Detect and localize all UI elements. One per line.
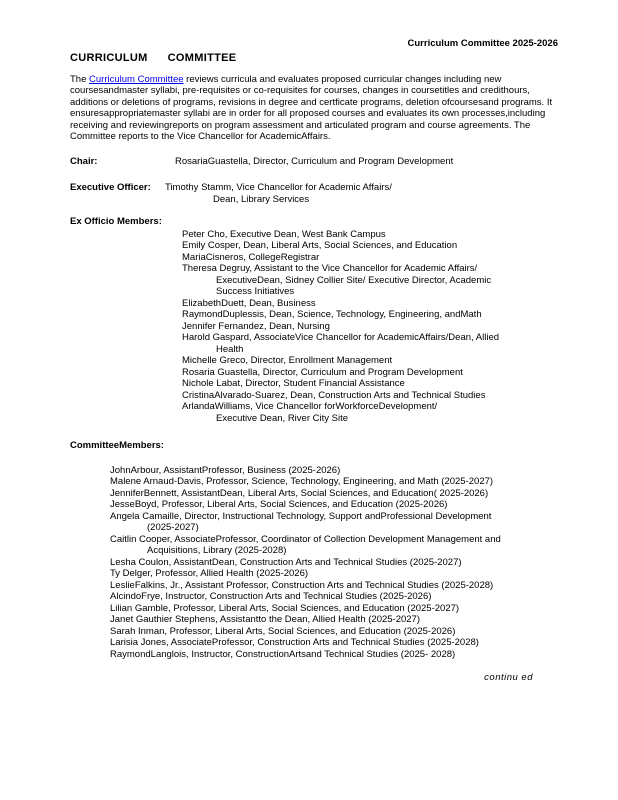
- list-item: [110, 465, 572, 477]
- member-line: JohnArbour, AssistantProfessor, Business (2025-2026): [110, 464, 341, 476]
- member-line: Caitlin Cooper, AssociateProfessor, Coordinator of Collection Development Management and: [110, 533, 501, 545]
- list-item: [110, 488, 572, 500]
- member-line-continued: (2025-2027): [147, 522, 199, 533]
- list-item: [182, 378, 562, 390]
- chair-row: [70, 156, 564, 168]
- member-line: ElizabethDuett, Dean, Business: [182, 297, 316, 309]
- list-item: [110, 511, 572, 534]
- member-line: RaymondDuplessis, Dean, Science, Technology, Engineering, andMath: [182, 309, 482, 320]
- list-item: [110, 637, 572, 649]
- list-item: [182, 309, 562, 321]
- executive-officer-line1: Timothy Stamm, Vice Chancellor for Academic Affairs/: [165, 182, 392, 193]
- intro-prefix: The: [70, 73, 90, 85]
- member-line: CristinaAlvarado-Suarez, Dean, Construction Arts and Technical Studies: [182, 389, 486, 401]
- list-item: [110, 476, 572, 488]
- member-line: Nichole Labat, Director, Student Financial Assistance: [182, 378, 405, 389]
- member-line: Rosaria Guastella, Director, Curriculum and Program Development: [182, 366, 463, 378]
- list-item: [182, 390, 562, 402]
- list-item: [110, 591, 572, 603]
- list-item: [110, 568, 572, 580]
- member-line: Malene Arnaud-Davis, Professor, Science, Technology, Engineering, and Math (2025-2027): [110, 476, 494, 487]
- list-item: [110, 557, 572, 569]
- list-item: [110, 580, 572, 592]
- list-item: [110, 603, 572, 615]
- member-line: MariaCisneros, CollegeRegistrar: [182, 251, 320, 263]
- member-line: Michelle Greco, Director, Enrollment Management: [182, 355, 393, 366]
- member-line: JesseBoyd, Professor, Liberal Arts, Social Sciences, and Education (2025-2026): [110, 499, 448, 510]
- member-line: Larisia Jones, AssociateProfessor, Construction Arts and Technical Studies (2025-2028): [110, 637, 479, 648]
- list-item: [182, 229, 562, 241]
- page-header-right: Curriculum Committee 2025-2026: [407, 38, 558, 49]
- intro-paragraph: [70, 74, 564, 143]
- executive-officer-line2: Dean, Library Services: [213, 193, 310, 205]
- committee-members-heading: CommitteeMembers:: [70, 440, 164, 451]
- list-item: [182, 367, 562, 379]
- member-line: ArlandaWilliams, Vice Chancellor forWorkforceDevelopment/: [182, 401, 438, 412]
- member-line: Sarah Inman, Professor, Liberal Arts, Social Sciences, and Education (2025-2026): [110, 625, 456, 637]
- member-line: Harold Gaspard, AssociateVice Chancellor for AcademicAffairs/Dean, Allied: [182, 332, 500, 343]
- list-item: [182, 321, 562, 333]
- list-item: [110, 626, 572, 638]
- list-item: [110, 534, 572, 557]
- member-line: Emily Cosper, Dean, Liberal Arts, Social Sciences, and Education: [182, 240, 458, 251]
- curriculum-committee-link[interactable]: Curriculum Committee: [89, 73, 184, 85]
- list-item: [110, 499, 572, 511]
- member-line: Angela Camaille, Director, Instructional Technology, Support andProfessional Development: [110, 510, 492, 522]
- chair-label: Chair:: [70, 155, 98, 167]
- executive-officer-row: [70, 182, 564, 205]
- list-item: [110, 649, 572, 661]
- list-item: [182, 298, 562, 310]
- list-item: [182, 401, 562, 424]
- ex-officio-list: [182, 229, 562, 425]
- list-item: [182, 355, 562, 367]
- list-item: [182, 252, 562, 264]
- list-item: [182, 240, 562, 252]
- list-item: [110, 614, 572, 626]
- member-line: AlcindoFrye, Instructor, Construction Arts and Technical Studies (2025-2026): [110, 591, 432, 602]
- committee-members-list: [110, 465, 572, 661]
- member-line: Lilian Gamble, Professor, Liberal Arts, Social Sciences, and Education (2025-2027): [110, 602, 460, 614]
- list-item: [182, 263, 562, 298]
- executive-officer-value: [165, 182, 564, 205]
- continued-note: continu ed: [484, 672, 533, 683]
- member-line: Ty Delger, Professor, Allied Health (2025-2026): [110, 568, 309, 579]
- chair-value: RosariaGuastella, Director, Curriculum and Program Development: [175, 155, 454, 167]
- member-line: Janet Gauthier Stephens, Assistantto the Dean, Allied Health (2025-2027): [110, 614, 421, 625]
- member-line: Lesha Coulon, AssistantDean, Construction Arts and Technical Studies (2025-2027): [110, 556, 462, 568]
- member-line: JenniferBennett, AssistantDean, Liberal Arts, Social Sciences, and Education( 2025-2026): [110, 487, 489, 499]
- list-item: [182, 332, 562, 355]
- executive-officer-label: Executive Officer:: [70, 182, 151, 193]
- ex-officio-heading: Ex Officio Members:: [70, 216, 162, 227]
- member-line: Jennifer Fernandez, Dean, Nursing: [182, 320, 330, 332]
- page-title: CURRICULUM COMMITTEE: [70, 51, 237, 64]
- member-line: LeslieFalkins, Jr., Assistant Professor, Construction Arts and Technical Studies (2025-2028): [110, 579, 494, 591]
- member-line-continued: Success Initiatives: [216, 286, 295, 297]
- member-line-continued: Acquisitions, Library (2025-2028): [147, 545, 287, 556]
- member-line: Theresa Degruy, Assistant to the Vice Chancellor for Academic Affairs/: [182, 263, 478, 274]
- member-line: Peter Cho, Executive Dean, West Bank Campus: [182, 228, 386, 240]
- member-line-continued: Executive Dean, River City Site: [216, 412, 348, 424]
- intro-body: reviews curricula and evaluates proposed curricular changes including new coursesandmaster syllabi, pre-requisites or co-requisites for courses, changes in coursetitles and credithours, additions or deletions of programs, revisions in degree and certficate programs, deletion ofcoursesand programs. It ensuresappropriatemaster syllabi are in order for all proposed courses and evaluates its own processes,including receiving and reviewingreports on program assessment and articulated program and course agreements. The Committee reports to the Vice Chancellor for AcademicAffairs.: [70, 73, 553, 142]
- member-line-continued: ExecutiveDean, Sidney Collier Site/ Executive Director, Academic: [216, 274, 492, 286]
- member-line: RaymondLanglois, Instructor, ConstructionArtsand Technical Studies (2025- 2028): [110, 648, 456, 660]
- member-line-continued: Health: [216, 343, 244, 355]
